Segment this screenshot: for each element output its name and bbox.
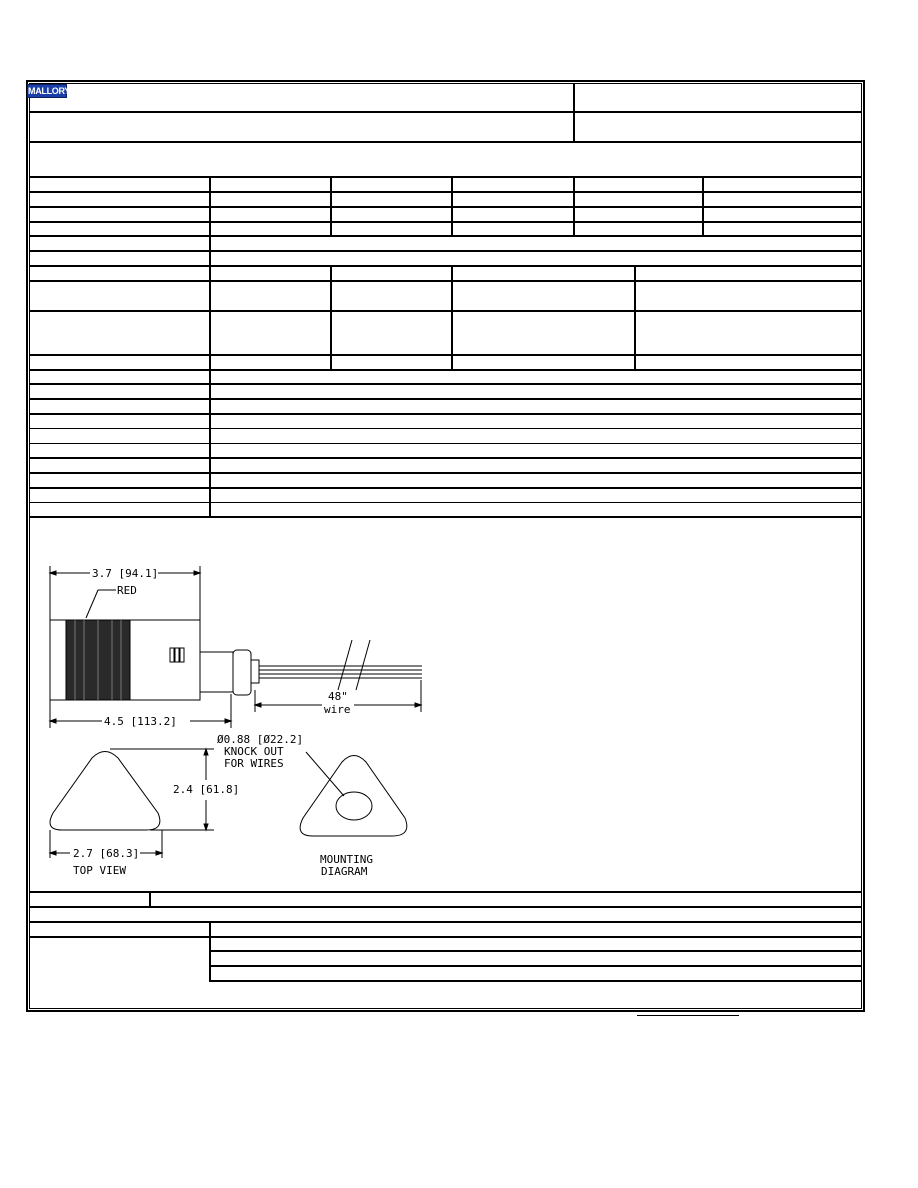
height-dimension-label: 2.4 [61.8] [173,783,240,796]
color-label: RED [117,584,137,597]
wire-label: wire [324,703,351,716]
wire-length-label: 48" [328,690,348,703]
wire-leads [259,640,422,690]
top-view-label: TOP VIEW [73,864,126,877]
overall-length-label: 4.5 [113.2] [104,715,177,728]
mounting-diagram-label: DIAGRAM [321,865,368,878]
mounting-diagram [300,756,407,837]
width-dimension-label: 3.7 [94.1] [92,567,159,580]
mounting-label: MOUNTING [320,853,373,866]
base-width-label: 2.7 [68.3] [73,847,140,860]
knockout-diameter-label: Ø0.88 [Ø22.2] [217,733,304,746]
knockout-purpose-label: FOR WIRES [224,757,284,770]
beacon-body [50,620,259,700]
knockout-label: KNOCK OUT [224,745,284,758]
top-view-triangle [50,752,160,831]
mallory-logo: MALLORY [28,86,71,96]
